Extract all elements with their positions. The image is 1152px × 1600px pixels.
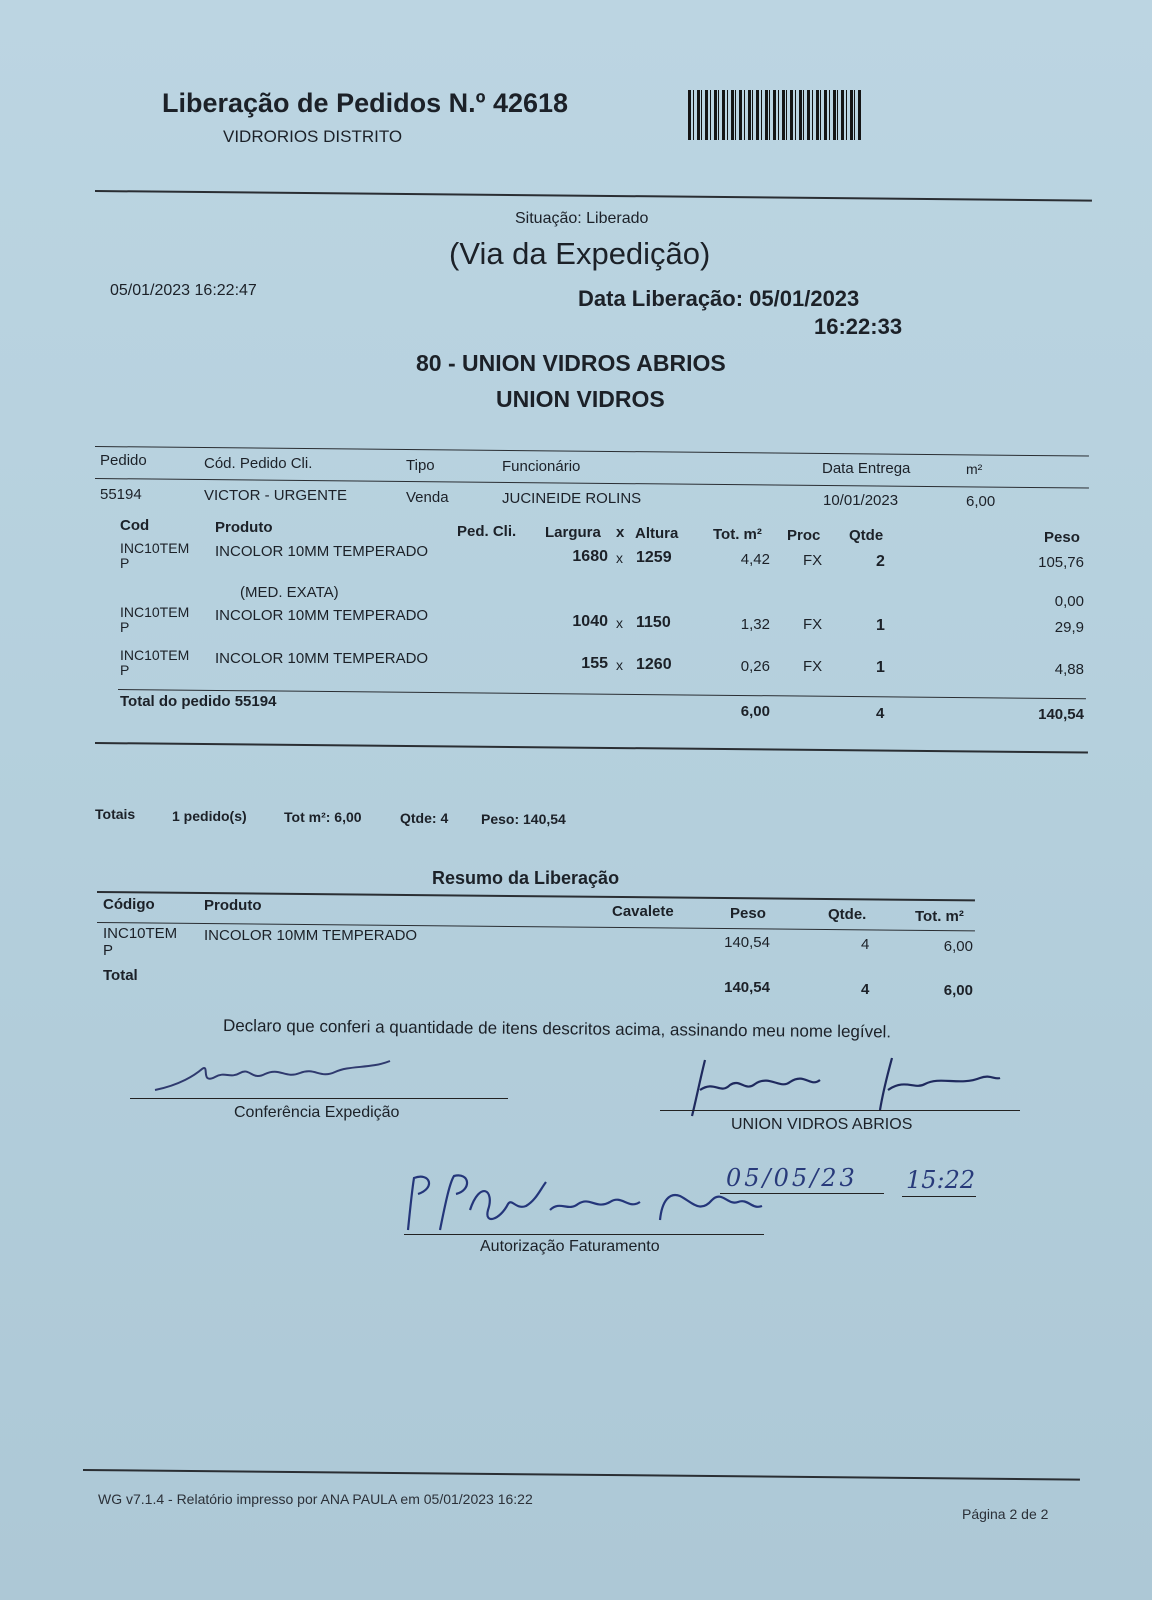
table-row bbox=[103, 925, 177, 959]
item-width: 1040 bbox=[572, 613, 608, 630]
item-product: INCOLOR 10MM TEMPERADO bbox=[215, 607, 429, 624]
summary-total-label: Total bbox=[103, 967, 138, 984]
totals-m2: Tot m²: 6,00 bbox=[284, 809, 362, 825]
signature-line bbox=[720, 1193, 884, 1194]
item-height: 1150 bbox=[636, 614, 671, 631]
item-weight: 4,88 bbox=[1054, 661, 1084, 678]
summary-col-produto: Produto bbox=[204, 897, 262, 914]
item-x: x bbox=[616, 550, 623, 566]
summary-weight: 140,54 bbox=[724, 934, 770, 951]
summary-m2: 6,00 bbox=[943, 938, 973, 955]
col-altura: Altura bbox=[635, 525, 679, 542]
item-tot-m2: 1,32 bbox=[740, 616, 770, 633]
summary-code-suffix: P bbox=[103, 942, 114, 959]
col-data-entrega: Data Entrega bbox=[822, 460, 911, 477]
item-width: 155 bbox=[581, 655, 608, 672]
col-proc: Proc bbox=[787, 527, 821, 544]
col-m2: m² bbox=[966, 461, 983, 477]
item-product: INCOLOR 10MM TEMPERADO bbox=[215, 650, 429, 667]
table-row bbox=[120, 605, 189, 635]
item-weight: 29,9 bbox=[1054, 619, 1084, 636]
status-text: Situação: Liberado bbox=[515, 210, 649, 227]
item-height: 1259 bbox=[636, 549, 672, 566]
signature-label-left: Conferência Expedição bbox=[234, 1104, 400, 1121]
order-type: Venda bbox=[406, 489, 449, 506]
item-width: 1680 bbox=[572, 548, 608, 565]
item-height: 1260 bbox=[636, 656, 672, 673]
item-proc: FX bbox=[803, 616, 823, 633]
item-code-suffix: P bbox=[120, 619, 130, 635]
summary-col-tot-m2: Tot. m² bbox=[915, 908, 964, 925]
order-total-weight: 140,54 bbox=[1038, 706, 1084, 723]
order-total-m2: 6,00 bbox=[740, 703, 770, 720]
page-number: Página 2 de 2 bbox=[962, 1506, 1049, 1522]
signature-line bbox=[902, 1196, 976, 1197]
release-date: Data Liberação: 05/01/2023 bbox=[578, 286, 860, 311]
item-qtde: 1 bbox=[876, 617, 885, 634]
signature-line bbox=[404, 1234, 764, 1235]
col-produto: Produto bbox=[215, 519, 273, 536]
totals-orders: 1 pedido(s) bbox=[172, 808, 247, 824]
col-cod-pedido-cli: Cód. Pedido Cli. bbox=[204, 455, 313, 472]
item-qtde: 1 bbox=[876, 659, 885, 676]
customer-name: 80 - UNION VIDROS ABRIOS bbox=[416, 350, 726, 376]
order-delivery-date: 10/01/2023 bbox=[823, 492, 899, 509]
col-tot-m2: Tot. m² bbox=[713, 526, 762, 543]
signature-scribble-icon bbox=[140, 1055, 400, 1100]
item-code-suffix: P bbox=[120, 555, 130, 571]
item-code-suffix: P bbox=[120, 662, 130, 678]
summary-total-m2: 6,00 bbox=[943, 982, 973, 999]
summary-col-cavalete: Cavalete bbox=[612, 903, 674, 920]
col-funcionario: Funcionário bbox=[502, 458, 581, 475]
col-peso: Peso bbox=[1044, 529, 1080, 546]
table-row bbox=[120, 648, 189, 678]
col-pedido: Pedido bbox=[100, 452, 147, 469]
document-title: Liberação de Pedidos N.º 42618 bbox=[162, 88, 569, 118]
item-note-weight: 0,00 bbox=[1054, 593, 1084, 610]
customer-short-name: UNION VIDROS bbox=[496, 386, 665, 412]
signature-label-auth: Autorização Faturamento bbox=[480, 1238, 660, 1255]
item-proc: FX bbox=[803, 552, 823, 569]
item-x: x bbox=[616, 657, 623, 673]
signature-line bbox=[130, 1098, 508, 1099]
order-number: 55194 bbox=[100, 486, 142, 503]
col-largura: Largura bbox=[545, 524, 601, 541]
footer-text: WG v7.1.4 - Relatório impresso por ANA PAULA em 05/01/2023 16:22 bbox=[98, 1491, 533, 1507]
order-client-code: VICTOR - URGENTE bbox=[204, 487, 348, 504]
signature-label-right: UNION VIDROS ABRIOS bbox=[731, 1116, 913, 1133]
copy-label: (Via da Expedição) bbox=[449, 236, 711, 271]
signature-scribble-icon bbox=[400, 1170, 780, 1240]
order-total-label: Total do pedido 55194 bbox=[120, 693, 277, 710]
summary-col-peso: Peso bbox=[730, 905, 766, 922]
totals-label: Totais bbox=[95, 806, 136, 822]
summary-col-codigo: Código bbox=[103, 896, 155, 913]
item-tot-m2: 0,26 bbox=[740, 658, 770, 675]
totals-weight: Peso: 140,54 bbox=[481, 811, 566, 827]
col-cod: Cod bbox=[120, 517, 150, 534]
item-weight: 105,76 bbox=[1038, 554, 1084, 571]
company-name: VIDRORIOS DISTRITO bbox=[223, 127, 403, 146]
summary-total-weight: 140,54 bbox=[724, 979, 770, 996]
divider bbox=[83, 1469, 1080, 1481]
col-x: x bbox=[616, 524, 625, 541]
divider bbox=[95, 742, 1088, 754]
item-proc: FX bbox=[803, 658, 823, 675]
release-time: 16:22:33 bbox=[814, 314, 903, 339]
totals-qtde: Qtde: 4 bbox=[400, 810, 449, 826]
summary-product: INCOLOR 10MM TEMPERADO bbox=[204, 927, 418, 944]
col-tipo: Tipo bbox=[406, 457, 435, 474]
item-code: INC10TEM bbox=[120, 647, 190, 663]
summary-qtde: 4 bbox=[861, 936, 870, 953]
summary-col-qtde: Qtde. bbox=[828, 906, 867, 923]
item-product: INCOLOR 10MM TEMPERADO bbox=[215, 543, 429, 560]
signature-line bbox=[660, 1110, 1020, 1111]
item-x: x bbox=[616, 615, 623, 631]
summary-total-qtde: 4 bbox=[861, 981, 870, 998]
handwritten-time: 15:22 bbox=[906, 1166, 976, 1194]
order-m2: 6,00 bbox=[966, 493, 996, 510]
item-note: (MED. EXATA) bbox=[240, 584, 339, 601]
handwritten-date: 05/05/23 bbox=[726, 1164, 858, 1192]
table-row bbox=[120, 541, 189, 571]
declaration-text: Declaro que conferi a quantidade de itens descritos acima, assinando meu nome legível. bbox=[222, 1016, 892, 1042]
col-qtde: Qtde bbox=[849, 527, 884, 544]
summary-title: Resumo da Liberação bbox=[432, 868, 620, 888]
summary-code: INC10TEM bbox=[103, 925, 178, 942]
order-employee: JUCINEIDE ROLINS bbox=[502, 490, 642, 507]
item-code: INC10TEM bbox=[120, 540, 190, 556]
item-tot-m2: 4,42 bbox=[740, 551, 770, 568]
divider bbox=[95, 190, 1092, 202]
item-code: INC10TEM bbox=[120, 604, 190, 620]
order-total-qtde: 4 bbox=[876, 705, 885, 722]
item-qtde: 2 bbox=[876, 553, 885, 570]
printed-timestamp: 05/01/2023 16:22:47 bbox=[110, 282, 257, 299]
barcode-icon bbox=[688, 90, 862, 140]
col-ped-cli: Ped. Cli. bbox=[457, 523, 517, 540]
